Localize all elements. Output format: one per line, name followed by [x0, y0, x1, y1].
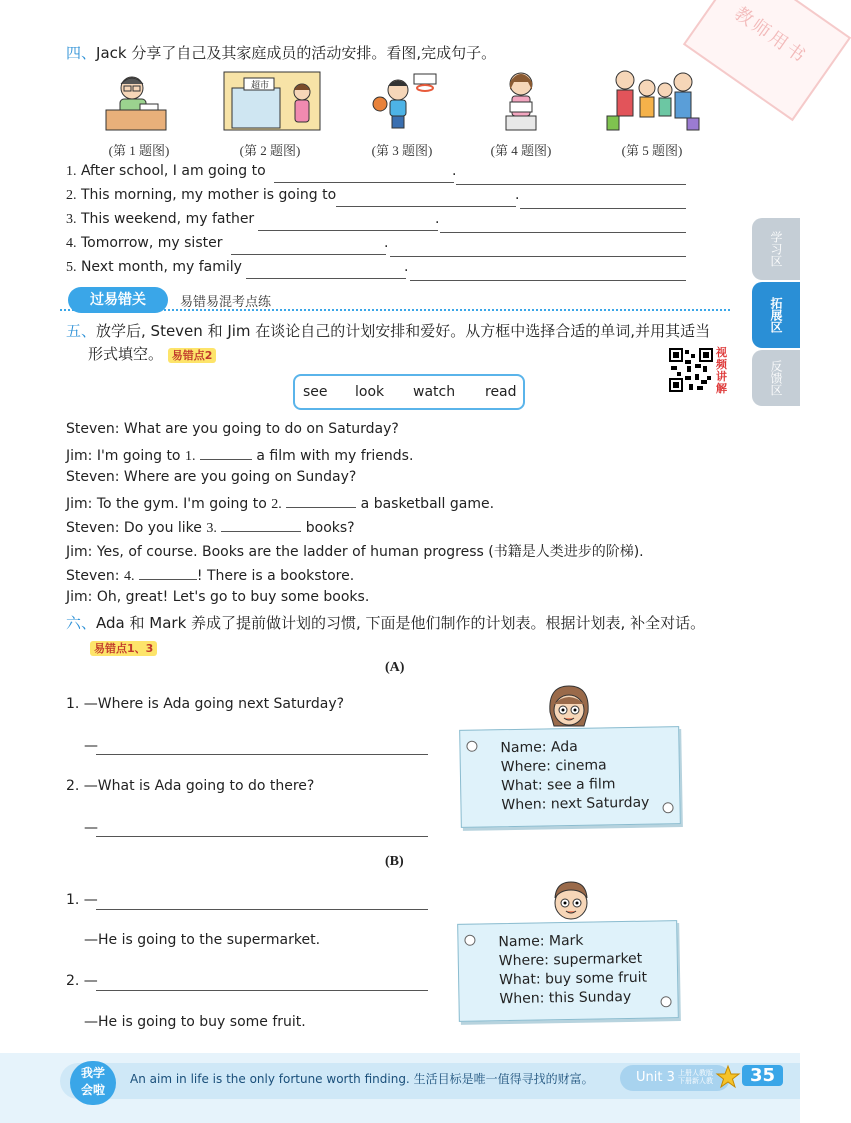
answer-blank[interactable] — [336, 187, 516, 207]
section-instruction: Jack 分享了自己及其家庭成员的活动安排。看图,完成句子。 — [96, 44, 497, 62]
question-text: This morning, my mother is going to — [80, 187, 337, 203]
footer-logo — [70, 1061, 116, 1105]
card-where: Where: cinema — [500, 757, 607, 776]
dialogue-text: Jim: I'm going to — [66, 448, 185, 464]
question-number: 3. — [66, 212, 77, 227]
side-tab-extend[interactable]: 拓展区 — [752, 282, 800, 348]
section-6-tag-row — [90, 637, 157, 656]
question-tail: . — [384, 235, 389, 251]
dialogue-line — [66, 469, 356, 485]
question-line — [66, 235, 686, 257]
section-number: 四、 — [66, 44, 97, 62]
picture-4-girl-reading — [496, 68, 546, 132]
part-a-question-1: 1. —Where is Ada going next Saturday? — [66, 696, 345, 712]
dialogue-text: Steven: — [66, 568, 124, 584]
part-a-question-2: 2. —What is Ada going to do there? — [66, 778, 315, 794]
answer-blank[interactable] — [286, 493, 356, 508]
part-a-label: (A) — [385, 660, 405, 675]
qr-code-icon[interactable] — [669, 348, 713, 392]
section-banner — [60, 287, 730, 313]
word-bank — [293, 374, 525, 410]
answer-rule — [456, 184, 686, 185]
supermarket-sign: 超市 — [251, 81, 270, 91]
blank-number: 4. — [123, 569, 135, 584]
dialogue-text: a film with my friends. — [251, 448, 414, 464]
question-line — [66, 259, 686, 281]
question-tail: . — [435, 211, 440, 227]
error-point-tag: 易错点2 — [168, 348, 217, 363]
answer-line[interactable] — [96, 990, 428, 991]
page-footer — [0, 1053, 800, 1123]
video-label-char: 解 — [716, 382, 727, 395]
section-5-title-line2 — [88, 343, 216, 364]
section-instruction: 放学后, Steven 和 Jim 在谈论自己的计划安排和爱好。从方框中选择合适的单词,并用其适当 — [96, 322, 711, 340]
answer-blank[interactable] — [258, 211, 438, 231]
dialogue-line — [66, 493, 494, 513]
question-tail: . — [515, 187, 520, 203]
blank-number: 2. — [271, 497, 282, 512]
card-hole — [464, 935, 475, 946]
section-instruction: 形式填空。 — [88, 345, 164, 363]
section-instruction: Ada 和 Mark 养成了提前做计划的习惯, 下面是他们制作的计划表。根据计划表, 补全对话。 — [96, 614, 706, 632]
card-what: What: buy some fruit — [499, 969, 648, 989]
banner-subtitle: 易错易混考点练 — [180, 295, 272, 310]
question-text: After school, I am going to — [80, 163, 266, 179]
dialogue-line — [66, 517, 355, 537]
mark-avatar — [546, 876, 596, 926]
question-tail: . — [404, 259, 409, 275]
part-b-answer-1: —He is going to the supermarket. — [84, 932, 321, 948]
dialogue-text: Steven: Where are you going on Sunday? — [66, 469, 357, 485]
card-what: What: see a film — [501, 776, 616, 795]
error-point-tag: 易错点1、3 — [90, 641, 157, 656]
card-hole — [662, 802, 673, 813]
dialogue-text: Jim: Yes, of course. Books are the ladder of human progress (书籍是人类进步的阶梯). — [66, 544, 644, 560]
side-tab-feedback[interactable]: 反馈区 — [752, 350, 800, 406]
answer-rule — [410, 280, 686, 281]
section-5-title — [66, 320, 742, 341]
word-option: watch — [413, 384, 456, 400]
answer-rule — [520, 208, 686, 209]
corner-stamp: 教师用书 — [683, 0, 851, 121]
card-where: Where: supermarket — [498, 950, 643, 970]
answer-blank[interactable] — [139, 565, 197, 580]
picture-caption: (第 4 题图) — [490, 143, 552, 158]
answer-rule — [440, 232, 686, 233]
unit-label: Unit 3 — [636, 1070, 675, 1085]
question-number: 2. — [66, 188, 77, 203]
picture-2-supermarket — [222, 70, 322, 132]
section-number: 五、 — [66, 322, 97, 340]
word-option: read — [485, 384, 517, 400]
dialogue-line — [66, 421, 399, 437]
question-number: 4. — [66, 236, 77, 251]
question-number: 1. — [66, 164, 77, 179]
video-label-char: 视 — [716, 346, 727, 359]
blank-number: 1. — [184, 449, 196, 464]
answer-line[interactable] — [96, 754, 428, 755]
question-tail: . — [452, 163, 457, 179]
dialogue-text: Steven: Do you like — [66, 520, 207, 536]
section-4-title — [66, 42, 496, 63]
dash: — — [84, 738, 98, 754]
answer-line[interactable] — [96, 836, 428, 837]
video-label-char: 讲 — [716, 370, 727, 383]
question-number: 5. — [66, 260, 77, 275]
word-option: see — [303, 384, 328, 400]
footer-quote: An aim in life is the only fortune worth finding. 生活目标是唯一值得寻找的财富。 — [130, 1072, 594, 1086]
dialogue-text: books? — [301, 520, 355, 536]
plan-card-mark — [457, 920, 679, 1022]
star-mascot-icon — [716, 1065, 740, 1089]
dialogue-text: Jim: To the gym. I'm going to — [66, 496, 272, 512]
picture-3-basketball — [370, 70, 440, 132]
answer-blank[interactable] — [221, 517, 301, 532]
banner-title: 过易错关 — [68, 287, 168, 313]
picture-5-family-travel — [605, 68, 700, 132]
question-line — [66, 187, 686, 209]
side-tab-study[interactable]: 学习区 — [752, 218, 800, 280]
question-line — [66, 163, 686, 185]
dash: — — [84, 820, 98, 836]
answer-blank[interactable] — [231, 235, 389, 255]
logo-text: 会啦 — [80, 1083, 105, 1097]
question-text: This weekend, my father — [80, 211, 255, 227]
card-hole — [466, 741, 477, 752]
picture-caption: (第 2 题图) — [239, 143, 301, 158]
dialogue-line — [66, 589, 369, 605]
answer-rule — [390, 256, 686, 257]
picture-caption: (第 5 题图) — [621, 143, 683, 158]
plan-card-ada — [459, 726, 681, 828]
video-label — [716, 347, 730, 395]
video-label-char: 频 — [716, 358, 727, 371]
part-b-question-1: 1. — — [66, 892, 98, 908]
dialogue-text: ! There is a bookstore. — [196, 568, 355, 584]
dialogue-text: Jim: Oh, great! Let's go to buy some books. — [66, 589, 370, 605]
picture-caption: (第 3 题图) — [371, 143, 433, 158]
page-number: 35 — [742, 1065, 783, 1086]
dialogue-text: Steven: What are you going to do on Saturday? — [66, 421, 399, 437]
section-number: 六、 — [66, 614, 97, 632]
part-b-question-2: 2. — — [66, 973, 98, 989]
dialogue-line — [66, 541, 644, 561]
dialogue-line — [66, 445, 413, 465]
dialogue-line — [66, 565, 354, 585]
question-text: Next month, my family — [80, 259, 242, 275]
dialogue-text: a basketball game. — [356, 496, 495, 512]
edition-text: 上册人教版 下册新人教 — [678, 1069, 713, 1085]
answer-blank[interactable] — [274, 163, 457, 183]
ada-avatar — [544, 682, 594, 732]
answer-line[interactable] — [96, 909, 428, 910]
unit-badge — [620, 1065, 730, 1091]
card-name: Name: Ada — [500, 738, 578, 757]
picture-caption: (第 1 题图) — [108, 143, 170, 158]
answer-blank[interactable] — [200, 445, 252, 460]
card-name: Name: Mark — [498, 932, 584, 951]
blank-number: 3. — [206, 521, 217, 536]
section-6-title — [66, 612, 756, 633]
question-text: Tomorrow, my sister — [80, 235, 223, 251]
word-option: look — [355, 384, 385, 400]
part-b-answer-2: —He is going to buy some fruit. — [84, 1014, 306, 1030]
picture-1-boy-at-desk — [100, 72, 170, 132]
part-b-label: (B) — [385, 854, 404, 869]
logo-text: 我学 — [80, 1066, 105, 1080]
card-when: When: next Saturday — [501, 794, 650, 814]
question-line — [66, 211, 686, 233]
answer-blank[interactable] — [246, 259, 409, 279]
card-hole — [660, 996, 671, 1007]
card-when: When: this Sunday — [499, 988, 632, 1008]
